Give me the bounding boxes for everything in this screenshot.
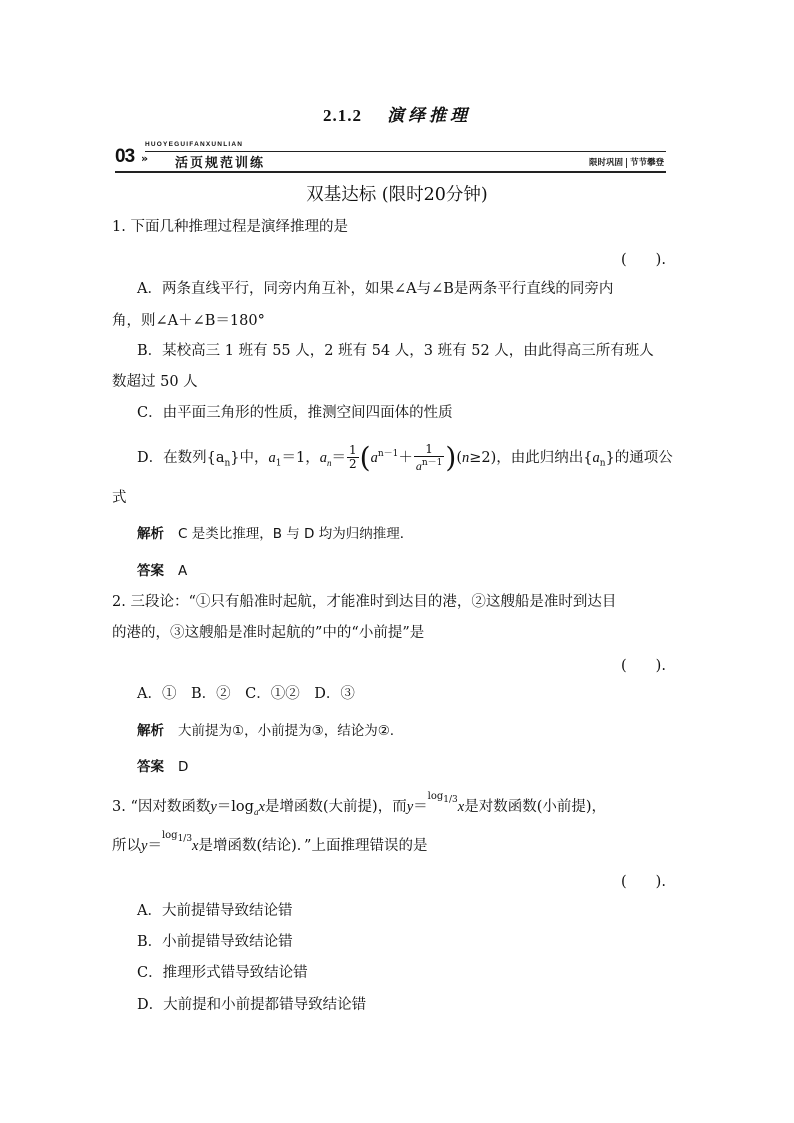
q1-option-d-line2: 式	[112, 490, 127, 506]
analysis-label: 解析	[137, 526, 164, 542]
q2-options: A．① B．② C．①② D．③	[137, 686, 355, 702]
q1-option-d-line1: D．在数列$\{a_n\}$中，$a_1=1$，$a_n=$ $\frac{1}{2}$ ($a^{n-1}+$ $\frac{1}{a^{n-1}}$ )(n≥2)，由此归纳出$\{a_n\}$的通项公	[137, 440, 673, 474]
banner-bottom-rule	[115, 171, 666, 173]
q1-answer-blank: ( ).	[621, 252, 666, 268]
q1-option-a-line2: 角，则∠A＋∠B＝180°	[112, 313, 265, 329]
q2-answer	[137, 757, 188, 777]
q2-stem-line1: 2. 三段论：“①只有船准时起航，才能准时到达目的港，②这艘船是准时到达目	[112, 594, 617, 610]
q2-stem-line2: 的港的，③这艘船是准时起航的”中的“小前提”是	[112, 625, 425, 641]
analysis-label: 解析	[137, 723, 164, 739]
q3-line1-c: 是对数函数(小前提)，	[464, 799, 607, 815]
q3-option-a: A．大前提错导致结论错	[137, 903, 293, 919]
q1-analysis	[137, 524, 413, 544]
banner-badge: 03	[115, 146, 135, 167]
q1-option-c: C．由平面三角形的性质，推测空间四面体的性质	[137, 405, 453, 421]
section-heading: 双基达标 (限时20分钟)	[306, 185, 488, 205]
q2-answer-blank: ( ).	[621, 658, 666, 674]
q1-option-d-prefix: D．在数列{a	[137, 449, 225, 466]
q3-answer-blank: ( ).	[621, 874, 666, 890]
q3-option-c: C．推理形式错导致结论错	[137, 965, 308, 981]
practice-banner	[115, 140, 666, 174]
q1-answer-value: A	[178, 563, 188, 579]
banner-right-a: 限时巩固	[588, 158, 623, 168]
answer-label: 答案	[137, 759, 164, 775]
q1-option-a-line1: A．两条直线平行，同旁内角互补，如果∠A与∠B是两条平行直线的同旁内	[137, 281, 614, 297]
q3-option-b: B．小前提错导致结论错	[137, 934, 293, 950]
q1-option-b-line1: B．某校高三 1 班有 55 人，2 班有 54 人，3 班有 52 人，由此得高三所有班人	[137, 343, 654, 359]
fraction-reciprocal: $\frac{1}{a^{n-1}}$	[415, 441, 443, 473]
q1-option-d-tail: }的通项公	[605, 449, 673, 466]
q3-line2-b: 是增函数(结论)．”上面推理错误的是	[198, 838, 428, 854]
section-title: 演绎推理	[386, 106, 471, 126]
banner-divider	[626, 158, 627, 168]
q1-analysis-text: C 是类比推理，B 与 D 均为归纳推理．	[178, 526, 414, 542]
banner-pinyin: HUOYEGUIFANXUNLIAN	[145, 141, 244, 148]
q2-analysis-text: 大前提为①，小前提为③，结论为②.	[178, 723, 395, 739]
chevron-right-icon: »	[141, 152, 149, 165]
section-number: 2.1.2	[323, 106, 363, 125]
q3-line2-a: 所以	[112, 838, 141, 854]
q3-option-d: D．大前提和小前提都错导致结论错	[137, 997, 367, 1013]
q3-line1-b: 是增函数(大前提)，而	[264, 799, 407, 815]
q2-analysis	[137, 721, 394, 741]
q1-answer	[137, 561, 187, 581]
answer-label: 答案	[137, 563, 164, 579]
banner-right-b: 节节攀登	[629, 158, 664, 168]
banner-right-labels	[589, 156, 664, 168]
fraction-half: $\frac{1}{2}$	[349, 443, 357, 472]
q3-stem-line2: 所以y＝$^{log_{1/3}}$x是增函数(结论)．”上面推理错误的是	[112, 830, 428, 854]
q1-option-b-line2: 数超过 50 人	[112, 374, 198, 390]
page-title	[0, 101, 794, 126]
q3-line1-a: 3. “因对数函数	[112, 799, 211, 815]
q1-stem: 1. 下面几种推理过程是演绎推理的是	[112, 219, 348, 235]
q2-answer-value: D	[178, 759, 189, 775]
q3-stem-line1: 3. “因对数函数$y=\log_ax$是增函数(大前提)，而y＝$^{log_{1/3}}$x是对数函数(小前提)，	[112, 791, 607, 817]
banner-name: 活页规范训练	[175, 156, 266, 171]
